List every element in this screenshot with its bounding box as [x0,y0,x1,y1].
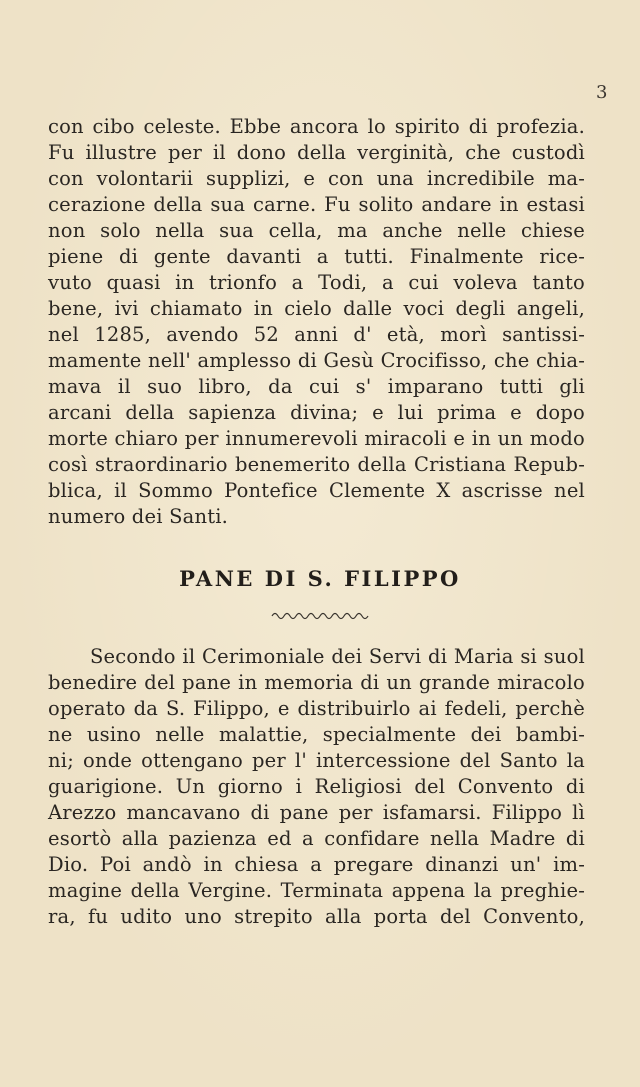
text-line: con volontarii supplizi, e con una incredibile ma- [48,167,585,190]
text-line: cerazione della sua carne. Fu solito andare in estasi [48,193,585,216]
text-line: bene, ivi chiamato in cielo dalle voci degli angeli, [48,297,585,320]
text-line: blica, il Sommo Pontefice Clemente X ascrisse nel [48,479,585,502]
text-line: nel 1285, avendo 52 anni d' età, morì santissi- [48,323,585,346]
text-line: ne usino nelle malattie, specialmente dei bambi- [48,723,585,746]
text-line: così straordinario benemerito della Cristiana Repub- [48,453,585,476]
section-title: PANE DI S. FILIPPO [179,566,461,591]
text-line: Dio. Poi andò in chiesa a pregare dinanzi un' im- [48,853,585,876]
text-line: ra, fu udito uno strepito alla porta del Convento, [48,905,585,928]
text-line: non solo nella sua cella, ma anche nelle chiese [48,219,585,242]
text-line: morte chiaro per innumerevoli miracoli e in un modo [48,427,585,450]
page-number: 3 [596,82,608,103]
text-line: magine della Vergine. Terminata appena la preghie- [48,879,585,902]
text-line: operato da S. Filippo, e distribuirlo ai fedeli, perchè [48,697,585,720]
text-line: mava il suo libro, da cui s' imparano tutti gli [48,375,585,398]
text-line: arcani della sapienza divina; e lui prima e dopo [48,401,585,424]
text-line: Arezzo mancavano di pane per isfamarsi. Filippo lì [48,801,585,824]
text-line: mamente nell' amplesso di Gesù Crocifisso, che chia- [48,349,585,372]
text-line: Fu illustre per il dono della verginità, che custodì [48,141,585,164]
text-line: con cibo celeste. Ebbe ancora lo spirito di profezia. [48,115,585,138]
text-line: piene di gente davanti a tutti. Finalmente rice- [48,245,585,268]
wavy-rule-ornament [270,608,370,624]
text-line: Secondo il Cerimoniale dei Servi di Maria si suol [90,645,585,668]
text-line: benedire del pane in memoria di un grande miracolo [48,671,585,694]
text-line: vuto quasi in trionfo a Todi, a cui voleva tanto [48,271,585,294]
text-line: esortò alla pazienza ed a confidare nella Madre di [48,827,585,850]
text-line: guarigione. Un giorno i Religiosi del Convento di [48,775,585,798]
text-line: ni; onde ottengano per l' intercessione del Santo la [48,749,585,772]
text-line: numero dei Santi. [48,505,229,528]
